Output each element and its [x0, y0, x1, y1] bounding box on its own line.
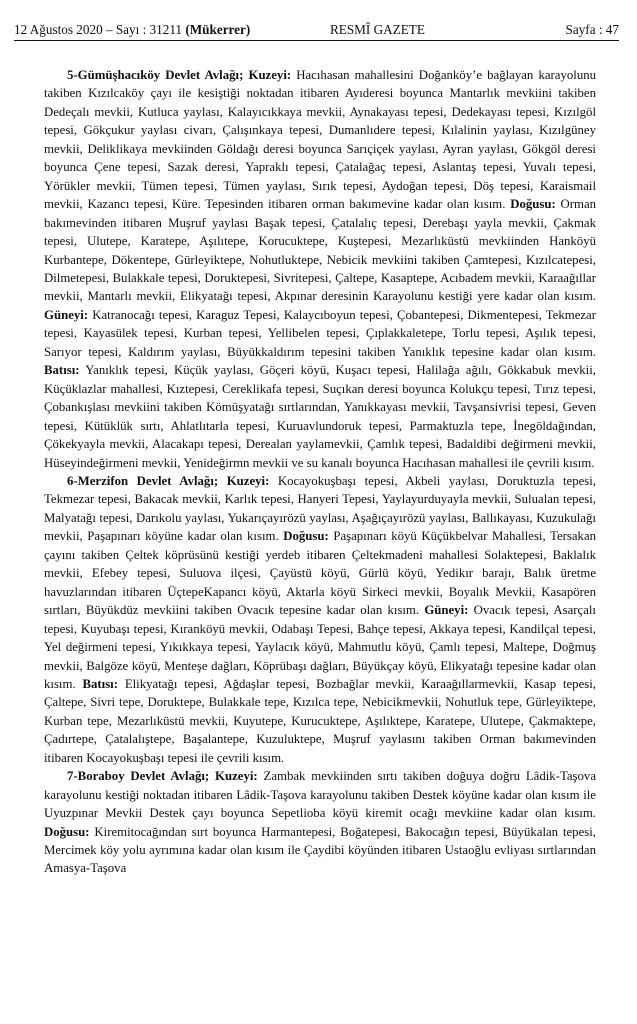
section-boraboy	[44, 767, 596, 878]
direction-label: Doğusu:	[510, 197, 556, 212]
boundary-text: Ovacık tepesi, Asarçalı tepesi, Kuyubaşı tepesi, Kıranköyü mevkii, Odabaşı Tepesi, Bahçe tepesi, Akkaya tepesi, Kandilçal tepesi, Yel değirmeni tepesi, Yıkıkkaya tepesi, Yaylacık köyü, Mahmutlu köyü, Çamlı tepesi, Maltepe, Doğmuş mevkii, Balgöze köyü, Menteşe dağları, Köprübaşı dağları, Büyükçay köyü, Elikyatağı tepesine kadar olan kısım.	[44, 603, 596, 691]
issue-info	[14, 22, 250, 38]
header-rule	[14, 40, 619, 41]
document-body	[44, 66, 596, 878]
boundary-text: Orman bakımevinden itibaren Muşruf yaylası Başak tepesi, Çatalalıç tepesi, Derebaşı yayla mevkii, Çakmak tepesi, Ulutepe, Karatepe, Aşılıtepe, Korucuktepe, Kuştepesi, Mezarlıküstü mevkiinden Hanköyü Kurbantepe, Dökentepe, Gürleyiktepe, Nohutluktepe, Nebicik mevkiini takiben Çamtepesi, Kızılcatepesi, Dilmetepesi, Bulakkale tepesi, Doruktepesi, Sivritepesi, Çaltepe, Kasaptepe, Acıbadem mevkii, Karaağıllar mevkii, Mantarlı mevkii, Elikyatağı tepesi, Akpınar deresinin Karayolunu kestiği yere kadar olan kısım.	[44, 197, 597, 304]
boundary-text: Yanıklık tepesi, Küçük yaylası, Göçeri köyü, Kuşacı tepesi, Halilağa ağılı, Gökkabuk mevkii, Küçüklazlar mahallesi, Kıztepesi, Cereklikafa tepesi, Suçıkan deresi boyunca Kolukçu tepesi, Tırız tepesi, Çobankışlası mevkiini takiben Kömüşyatağı sırtlarından, Yanıkkayası mevkii, Tavşansivrisi tepesi, Geven tepesi, Kütüklük sırtı, Ahlatlıtarla tepesi, Kuruavlundoruk tepesi, Parmaktuzla tepe, İnegöldağından, Çökekyayla mevkii, Alacakapı tepesi, Derealan yaylamevkii, Çamlık tepesi, Badaldibi değirmeni mevkii, Hüseyindeğirmeni mevkii, Yenideğirmn mevkii ve su kanalı boyunca Hacıhasan mahallesi ile çevrili kısım.	[44, 363, 596, 470]
direction-label: Kuzeyi:	[226, 473, 270, 488]
direction-label: Güneyi:	[44, 307, 89, 322]
boundary-text: Elikyatağı tepesi, Ağdaşlar tepesi, Bozbağlar mevkii, Karaağıllarmevkii, Kasap tepesi, Çaltepe, Sivri tepe, Doruktepe, Bulakkale tepe, Kızılca tepe, Nebicikmevkii, Nohutluk tepe, Gürleyiktepe, Kurban tepe, Mezarlıküstü mevkii, Kuyutepe, Kurucuktepe, Aşılıktepe, Karatepe, Ulutepe, Çakmaktepe, Çadırtepe, Çatalalıştepe, Başalantepe, Kuzuluktepe, Muşruf yaylasını takiben Orman bakımevinden itibaren Kocayokuşbaşı tepesi ile çevrili kısım.	[44, 676, 596, 765]
page-header	[14, 22, 619, 40]
issue-date: 12 Ağustos 2020 – Sayı : 31211	[14, 22, 183, 37]
boundary-text: Paşapınarı köyü Küçükbelvar Mahallesi, Tersakan çayını takiben Çeltek köprüsünü kestiği yerdeb itibaren Çeltekmadeni mahallesi Solaktepesi, Baklalık mevkii, Efebey tepesi, Suluova ilçesi, Çayüstü köyü, Gürlü köyü, Yedikır barajı, Balık üretme havuzlarından itibaren ÜçtepeKapancı köyü, Aktarla köyü Sirkeci mevkii, Boyalık Mevkii, Kasapören sırtları, Büyükdüz mevkiini takiben Ovacık tepesine kadar olan kısım.	[44, 529, 597, 618]
boundary-text: Kocayokuşbaşı tepesi, Akbeli yaylası, Doruktuzla tepesi, Tekmezar tepesi, Bakacak mevkii, Karlık tepesi, Hanyeri Tepesi, Yaylayurduyayla mevkii, Sulualan tepesi, Malyatağı tepesi, Darıkolu yaylası, Yukarıçayırözü yaylası, Aşağıçayırözü yaylası, Ballıkayası, Kuzukulağı mevkii, Paşapınarı köyüne kadar olan kısım.	[44, 473, 597, 544]
boundary-text: Katranocağı tepesi, Karaguz Tepesi, Kalaycıboyun tepesi, Çobantepesi, Dikmentepesi, Tekmezar tepesi, Kayasülek tepesi, Kurban tepesi, Yellibelen tepesi, Çıplakkaletepe, Torlu tepesi, Aşılık tepesi, Sarıyor tepesi, Kaldırım yaylası, Büyükkaldırım tepesini takiben Yanıklık tepesine kadar olan kısım.	[44, 307, 596, 359]
direction-label: Batısı:	[44, 363, 80, 378]
direction-label: Güneyi:	[424, 603, 469, 618]
direction-label: Doğusu:	[283, 529, 329, 544]
section-title: 7-Boraboy Devlet Avlağı;	[67, 769, 210, 784]
direction-label: Kuzeyi:	[248, 68, 292, 82]
edition-label: (Mükerrer)	[185, 22, 251, 37]
gazette-name: RESMÎ GAZETE	[330, 22, 425, 37]
section-gumushacikoy	[44, 66, 596, 472]
direction-label: Batısı:	[82, 676, 119, 691]
boundary-text: Kiremitocağından sırt boyunca Harmantepesi, Boğatepesi, Bakocağın tepesi, Büyükalan tepesi, Mercimek köy yolu ayrımına kadar olan kısım ile Çaydibi köyünden itibaren Ustaoğlu evliyası sırtlarından Amasya-Taşova	[44, 824, 596, 876]
section-title: 6-Merzifon Devlet Avlağı;	[67, 473, 219, 488]
direction-label: Doğusu:	[44, 824, 90, 839]
page-number: Sayfa : 47	[565, 22, 619, 37]
direction-label: Kuzeyi:	[215, 769, 258, 784]
section-title: 5-Gümüşhacıköy Devlet Avlağı;	[67, 68, 244, 82]
section-merzifon	[44, 472, 596, 767]
boundary-text: Zambak mevkiinden sırtı takiben doğuya doğru Lâdik-Taşova karayolunu kestiği noktadan itibaren Lâdik-Taşova karayolunu takiben Destek köyüne kadar olan kısım ile Uyuzpınar Mevkii Destek çayı boyunca Sepetlioba köyü kiremit ocağı mevkiine kadar olan kısım.	[44, 769, 597, 821]
boundary-text: Hacıhasan mahallesini Doğanköy’e bağlayan karayolunu takiben Kızılcaköy çayı ile kesiştiği noktadan itibaren Ayıderesi boyunca Mantarlık mevkiini takiben Dedeçalı mevkii, Kutluca yaylası, Kalayıcıkkaya mevkii, Aynakayası tepesi, Dedekayası tepesi, Kızılgöl tepesi, Gökçukur yaylası civarı, Çalışınkaya tepesi, Dumanlıdere tepesi, Kılalinin yaylası, Kızılgüney mevkii, Deliklikaya mevkiinden Göldağı deresi boyunca Sarıçiçek yaylası, Ayran yaylası, Gökgöl deresi boyunca Çene tepesi, Sazak deresi, Yapraklı tepesi, Çatalağaç tepesi, Aslantaş tepesi, Yuvalı tepesi, Yörükler mevkii, Tümen tepesi, Tümen yaylası, Sırık tepesi, Aydoğan tepesi, Döş tepesi, Karaismail mevkii, Kazancı tepesi, Küre. Tepesinden itibaren orman bakımevine kadar olan kısım.	[44, 68, 597, 212]
